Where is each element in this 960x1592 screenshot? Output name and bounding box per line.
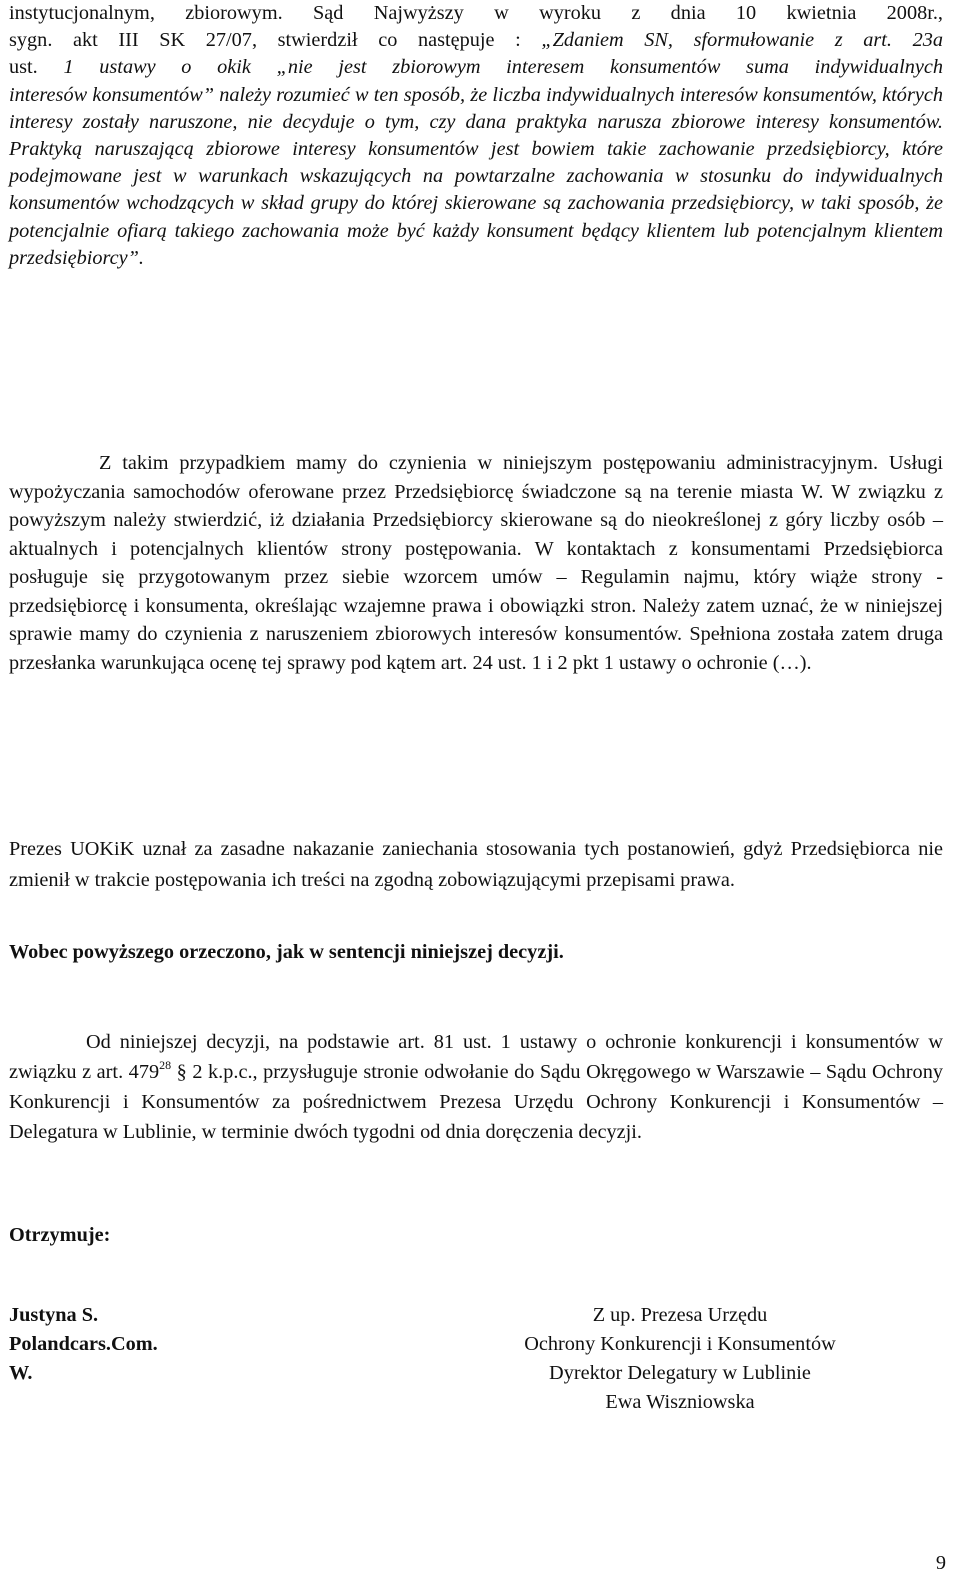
quote-line-2-italic: „Zdaniem SN, sformułowanie z art. 23a [541, 29, 944, 52]
quote-line-3 [9, 54, 943, 81]
appeal-text-after: § 2 k.p.c., przysługuje stronie odwołanie do Sądu Okręgowego w Warszawie – Sądu Ochrony Konkurencji i Konsumentów za pośrednictwem Prezesa Urzędu Ochrony Konkurencji i Konsumentów – Delegatura w Lublinie, w terminie dwóch tygodni od dnia doręczenia decyzji. [9, 1061, 943, 1143]
signature-block [470, 1301, 890, 1417]
quote-line-2-plain: sygn. akt III SK 27/07, stwierdził co następuje : [9, 29, 542, 52]
signature-line: Dyrektor Delegatury w Lublinie [549, 1362, 811, 1384]
signature-line: Ochrony Konkurencji i Konsumentów [524, 1333, 836, 1355]
recipient-line: Polandcars.Com. [9, 1333, 158, 1355]
quote-line-1: instytucjonalnym, zbiorowym. Sąd Najwyższy w wyroku z dnia 10 kwietnia 2008r., [9, 2, 943, 24]
paragraph-collective-interest: Z takim przypadkiem mamy do czynienia w niniejszym postępowaniu administracyjnym. Usługi wypożyczania samochodów oferowane przez Przedsiębiorcę świadczone są na terenie miasta W. W związku z powyższym należy stwierdzić, iż działania Przedsiębiorcy skierowane są do nieokreślonej z góry liczby osób – aktualnych i potencjalnych klientów strony postępowania. W kontaktach z konsumentami Przedsiębiorca posługuje się przygotowanym przez siebie wzorcem umów – Regulamin najmu, który wiąże strony - przedsiębiorcę i konsumenta, określając wzajemne prawa i obowiązki stron. Należy zatem uznać, że w niniejszej sprawie mamy do czynienia z naruszeniem zbiorowych interesów konsumentów. Spełniona została zatem druga przesłanka warunkująca ocenę tej sprawy pod kątem art. 24 ust. 1 i 2 pkt 1 ustawy o ochronie (…). [9, 452, 943, 674]
appeal-text-before: Od niniejszej decyzji, na podstawie art. 81 ust. 1 ustawy o ochronie konkurencji i konsumentów w związku z art. 479 [9, 1031, 943, 1083]
signature-line: Z up. Prezesa Urzędu [592, 1304, 768, 1326]
recipients-heading: Otrzymuje: [9, 1224, 111, 1246]
paragraph-uokik: Prezes UOKiK uznał za zasadne nakazanie zaniechania stosowania tych postanowień, gdyż Przedsiębiorca nie zmienił w trakcie postępowania ich treści na zgodną zobowiązującymi przepisami prawa. [9, 838, 943, 891]
recipient-block [9, 1301, 158, 1388]
quote-line-3-plain: ust. [9, 56, 64, 79]
recipient-line: W. [9, 1362, 33, 1384]
page-number: 9 [935, 1552, 946, 1574]
court-quote-paragraph [9, 0, 943, 272]
signature-line: Ewa Wiszniowska [605, 1391, 755, 1413]
appeal-superscript: 28 [159, 1058, 172, 1072]
quote-line-3-italic: 1 ustawy o okik „nie jest zbiorowym interesem konsumentów suma indywidualnych [63, 56, 943, 79]
paragraph-ruling: Wobec powyższego orzeczono, jak w sentencji niniejszej decyzji. [9, 941, 564, 963]
quote-rest: interesów konsumentów” należy rozumieć w ten sposób, że liczba indywidualnych interesów konsumentów, których interesy zostały naruszone, nie decyduje o tym, czy dana praktyka narusza zbiorowe interesy konsumentów. Praktyką naruszającą zbiorowe interesy konsumentów jest bowiem takie zachowanie przedsiębiorcy, które podejmowane jest w warunkach wskazujących na powtarzalne zachowania w stosunku do indywidualnych konsumentów wchodzących w skład grupy do której skierowane są zachowania przedsiębiorcy, w taki sposób, że potencjalnie ofiarą takiego zachowania może być każdy konsument będący klientem lub potencjalnym klientem przedsiębiorcy”. [9, 83, 943, 269]
paragraph-appeal [9, 1027, 943, 1147]
quote-line-2 [9, 27, 943, 54]
recipient-line: Justyna S. [9, 1304, 99, 1326]
